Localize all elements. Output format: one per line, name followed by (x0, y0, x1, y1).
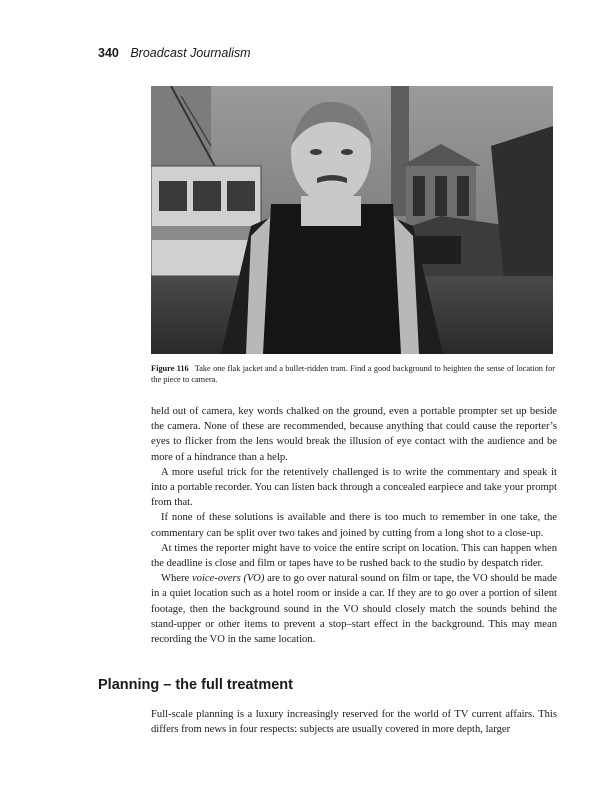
paragraph-rest: are to go over natural sound on film or tape, the VO should be made in a quiet location such as a hotel room or inside a car. If they are to go over a portion of silent footage, then the background sound in the VO should closely match the sounds behind the stand-upper or other items to prevent a stop–start effect in the background. This may mean recording the VO in the same location. (151, 573, 557, 646)
book-title: Broadcast Journalism (130, 46, 251, 60)
figure-photo (151, 86, 553, 354)
paragraph-lead: Where (161, 573, 192, 585)
paragraph-voice-overs (151, 571, 557, 647)
paragraph: held out of camera, key words chalked on the ground, even a portable prompter set up beside the camera. None of these are recommended, because anything that could cause the reporter’s eyes to flicker from the lens would break the illusion of eye contact with the audience and be more of a hindrance than a help. (151, 406, 557, 463)
figure-caption (151, 363, 555, 385)
figure-label: Figure 116 (151, 364, 189, 373)
page-number: 340 (98, 46, 119, 60)
paragraph: Full-scale planning is a luxury increasingly reserved for the world of TV current affairs. This differs from news in four respects: subjects are usually covered in more depth, larger (151, 709, 557, 736)
paragraph: If none of these solutions is available and there is too much to remember in one take, the commentary can be split over two takes and joined by cutting from a long shot to a close-up. (151, 512, 557, 539)
paragraph: At times the reporter might have to voice the entire script on location. This can happen when the deadline is close and film or tapes have to be rushed back to the studio by despatch rider. (151, 542, 557, 570)
paragraph: A more useful trick for the retentively challenged is to write the commentary and speak it into a portable recorder. You can listen back through a concealed earpiece and take your prompt from that. (151, 466, 557, 509)
body-text (151, 404, 557, 647)
section-heading: Planning – the full treatment (98, 677, 293, 693)
running-header (98, 46, 251, 60)
section-body-text (151, 707, 557, 737)
figure-caption-text: Take one flak jacket and a bullet-ridden tram. Find a good background to heighten the sense of location for the piece to camera. (151, 364, 555, 384)
term-voice-overs: voice-overs (VO) (191, 573, 265, 585)
